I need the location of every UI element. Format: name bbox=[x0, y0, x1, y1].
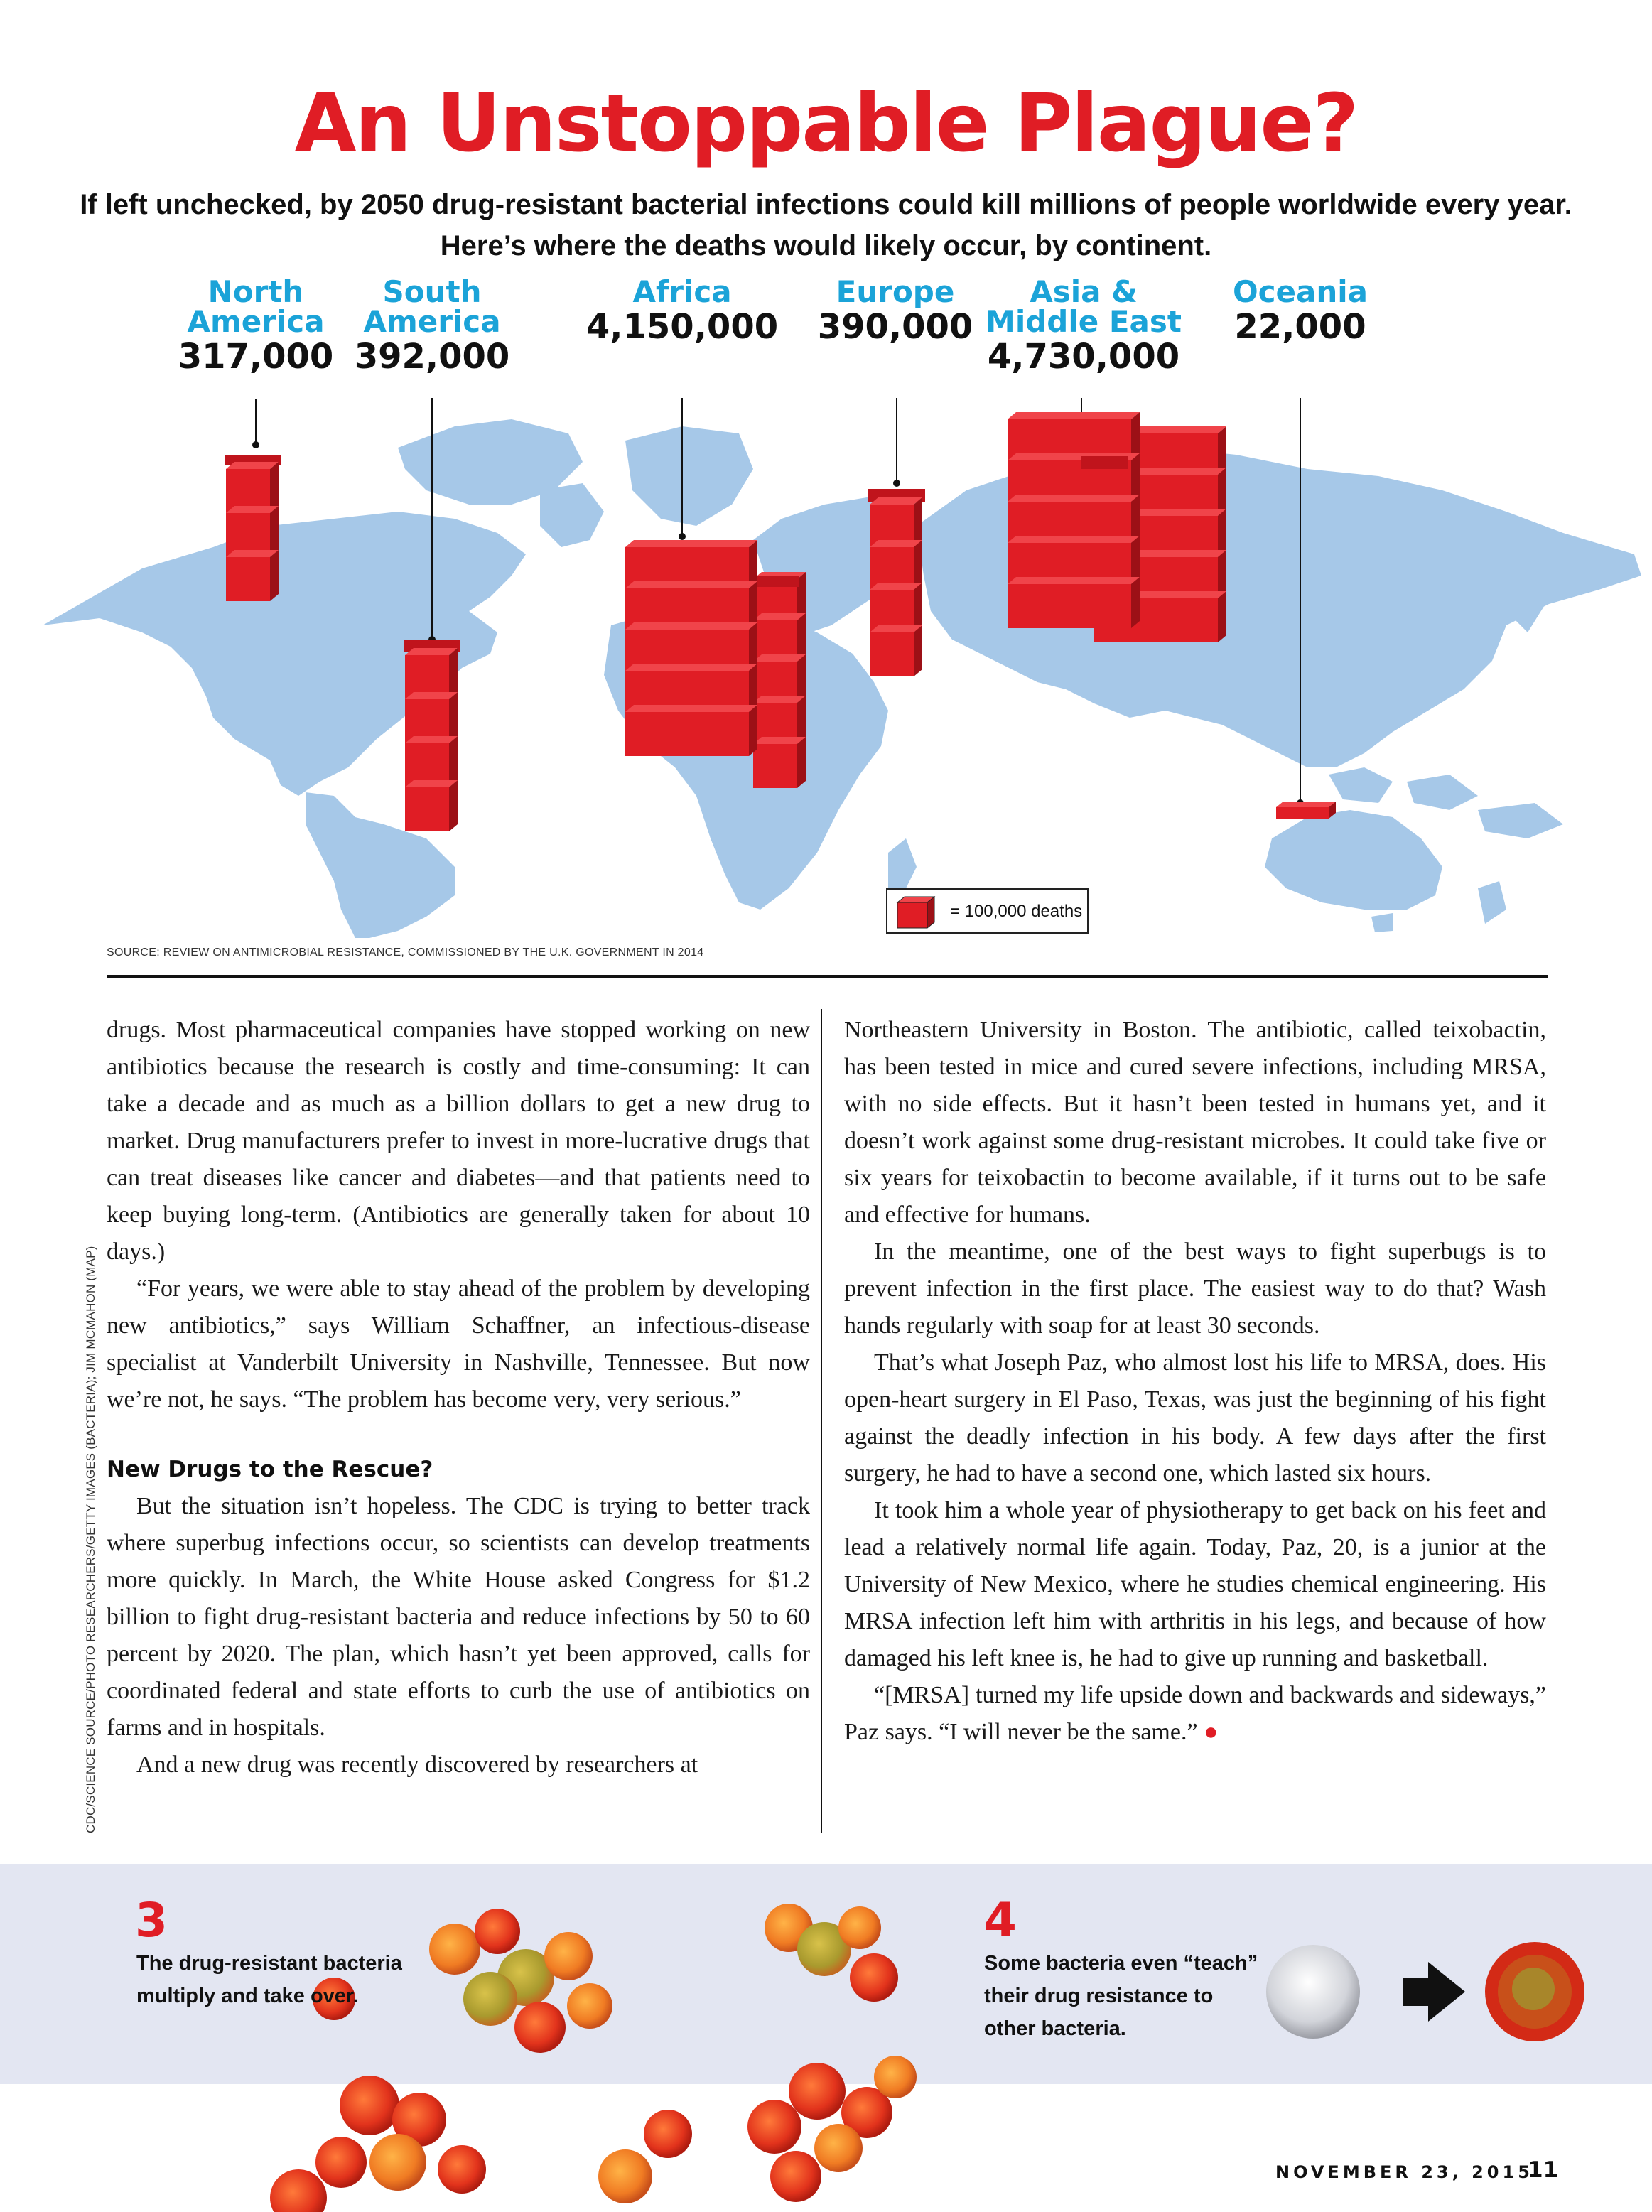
region-value: 392,000 bbox=[354, 337, 510, 377]
region-name: South bbox=[382, 274, 482, 309]
quote-text: “[MRSA] turned my life upside down and backwards and sideways,” Paz says. “I will never be the same.” bbox=[844, 1682, 1546, 1745]
region-value: 4,730,000 bbox=[987, 337, 1180, 377]
issue-date: NOVEMBER 23, 2015 bbox=[1275, 2162, 1533, 2182]
world-map bbox=[0, 398, 1652, 938]
page-title: An Unstoppable Plague? bbox=[294, 77, 1358, 170]
region-europe bbox=[810, 274, 981, 347]
paragraph: That’s what Joseph Paz, who almost lost his life to MRSA, does. His open-heart surgery in El Paso, Texas, was just the beginning of his fight against the deadly infection in his body. A few days after the first surgery, he had to have a second one, which lasted six hours. bbox=[844, 1349, 1546, 1487]
step-caption-line: The drug-resistant bacteria bbox=[136, 1952, 402, 1975]
bacteria-illustration bbox=[0, 1864, 1652, 2212]
photo-credit: CDC/SCIENCE SOURCE/PHOTO RESEARCHERS/GETTY IMAGES (BACTERIA); JIM MCMAHON (MAP) bbox=[84, 1246, 97, 1833]
article-column-left bbox=[107, 1012, 810, 1784]
continents bbox=[43, 419, 1641, 938]
step-caption-line: Some bacteria even “teach” bbox=[984, 1952, 1258, 1975]
paragraph: In the meantime, one of the best ways to fight superbugs is to prevent infection in the first place. The easiest way to do that? Wash hands regularly with soap for at least 30 seconds. bbox=[844, 1239, 1546, 1339]
paragraph: drugs. Most pharmaceutical companies have stopped working on new antibiotics because the research is costly and time-consuming: It can take a decade and as much as a billion dollars to get a new drug to market. Drug manufacturers prefer to invest in more-lucrative drugs that can treat diseases like cancer and diabetes—and that patients need to keep buying long-term. (Antibiotics are generally taken for about 10 days.) bbox=[107, 1017, 810, 1265]
paragraph: But the situation isn’t hopeless. The CDC is trying to better track where superbug infections occur, so scientists can develop treatments more quickly. In March, the White House asked Congress for $1.2 billion to fight drug-resistant bacteria and reduce infections by 50 to 60 percent by 2020. The plan, which hasn’t yet been approved, calls for coordinated federal and state efforts to curb the use of antibiotics on farms and in hospitals. bbox=[107, 1493, 810, 1741]
step-caption bbox=[136, 1947, 435, 2012]
cube-stack-asia bbox=[1008, 412, 1226, 642]
region-name: Europe bbox=[836, 274, 955, 309]
cube-stack-north-america bbox=[225, 455, 281, 601]
page-number: 11 bbox=[1528, 2157, 1559, 2183]
step-caption-line: other bacteria. bbox=[984, 2017, 1126, 2040]
cube-stack-south-america bbox=[404, 640, 460, 831]
end-mark-icon: ● bbox=[1204, 1719, 1219, 1745]
article-column-right bbox=[844, 1012, 1546, 1751]
region-value: 22,000 bbox=[1234, 307, 1366, 347]
paragraph: And a new drug was recently discovered by researchers at bbox=[136, 1752, 698, 1778]
paragraph bbox=[844, 1677, 1546, 1751]
cube-stack-africa bbox=[625, 540, 806, 788]
subtitle-line-1: If left unchecked, by 2050 drug-resistant bacterial infections could kill millions of people worldwide every year. bbox=[80, 189, 1572, 220]
step-number: 4 bbox=[984, 1893, 1017, 1948]
arrow-right-icon bbox=[1403, 1962, 1465, 2022]
region-name: America bbox=[363, 304, 501, 339]
step-caption-line: multiply and take over. bbox=[136, 1985, 359, 2007]
region-asia-middle-east bbox=[981, 274, 1187, 377]
region-north-america bbox=[171, 274, 341, 377]
region-name: Oceania bbox=[1232, 274, 1368, 309]
cube-icon bbox=[895, 895, 941, 929]
bacterium-red bbox=[1485, 1942, 1584, 2041]
column-divider bbox=[821, 1009, 822, 1833]
region-africa bbox=[576, 274, 789, 347]
region-name: Asia & bbox=[1030, 274, 1138, 309]
cube-stack-oceania bbox=[1276, 802, 1336, 819]
paragraph: “For years, we were able to stay ahead of the problem by developing new antibiotics,” says William Schaffner, an infectious-disease specialist at Vanderbilt University in Nashville, Tennessee. But now we’re not, he says. “The problem has become very, very serious.” bbox=[107, 1275, 810, 1413]
subtitle-line-2: Here’s where the deaths would likely occur, by continent. bbox=[440, 230, 1212, 261]
region-value: 4,150,000 bbox=[585, 307, 779, 347]
step-caption-line: their drug resistance to bbox=[984, 1985, 1214, 2007]
map-legend bbox=[886, 888, 1089, 934]
region-name: North bbox=[207, 274, 304, 309]
region-name: America bbox=[187, 304, 325, 339]
step-number: 3 bbox=[135, 1893, 168, 1948]
region-value: 317,000 bbox=[178, 337, 334, 377]
cube-stack-europe bbox=[868, 489, 925, 676]
region-south-america bbox=[347, 274, 517, 377]
region-name: Africa bbox=[632, 274, 732, 309]
map-source: SOURCE: REVIEW ON ANTIMICROBIAL RESISTANCE, COMMISSIONED BY THE U.K. GOVERNMENT IN 2014 bbox=[107, 946, 704, 959]
region-oceania bbox=[1222, 274, 1378, 347]
paragraph: It took him a whole year of physiotherapy to get back on his feet and lead a relatively normal life again. Today, Paz, 20, is a junior at the University of New Mexico, where he studies chemical engineering. His MRSA infection left him with arthritis in his legs, and because of how damaged his left knee is, he had to give up running and basketball. bbox=[844, 1497, 1546, 1671]
section-heading: New Drugs to the Rescue? bbox=[107, 1457, 433, 1482]
paragraph: Northeastern University in Boston. The antibiotic, called teixobactin, has been tested in mice and cured severe infections, including MRSA, with no side effects. But it hasn’t been tested in humans yet, and it doesn’t work against some drug-resistant microbes. It could take five or six years for teixobactin to become available, if it turns out to be safe and effective for humans. bbox=[844, 1017, 1546, 1228]
step-caption bbox=[984, 1947, 1283, 2045]
legend-label: = 100,000 deaths bbox=[950, 902, 1083, 921]
region-name: Middle East bbox=[986, 304, 1182, 339]
region-value: 390,000 bbox=[817, 307, 973, 347]
divider bbox=[107, 975, 1548, 978]
